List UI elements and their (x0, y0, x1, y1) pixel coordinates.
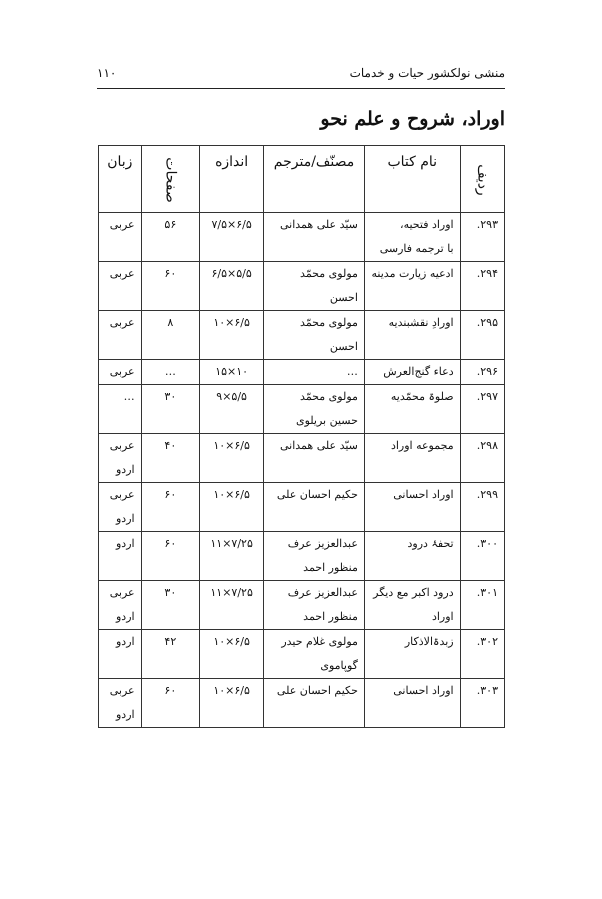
cell-title: مجموعه اوراد (364, 434, 460, 483)
cell-language: اردو (99, 630, 142, 679)
table-row (99, 483, 505, 532)
cell-language: عربی اردو (99, 434, 142, 483)
cell-serial: ۳۰۰. (460, 532, 504, 581)
cell-author: سیّد علی همدانی (264, 213, 365, 262)
page-number: ۱۱۰ (97, 66, 117, 80)
header-size: اندازه (200, 146, 264, 213)
cell-language: عربی اردو (99, 483, 142, 532)
cell-size: ۶/۵×۱۰ (200, 483, 264, 532)
cell-size: ۶/۵×۱۰ (200, 434, 264, 483)
cell-serial: ۲۹۳. (460, 213, 504, 262)
cell-size: ۶/۵×۱۰ (200, 679, 264, 728)
cell-pages: ۶۰ (141, 679, 199, 728)
cell-serial: ۳۰۳. (460, 679, 504, 728)
cell-title: ادعیه زیارت مدینه (364, 262, 460, 311)
cell-pages: ۳۰ (141, 581, 199, 630)
cell-serial: ۲۹۸. (460, 434, 504, 483)
cell-pages: ۳۰ (141, 385, 199, 434)
cell-size: ۷/۲۵×۱۱ (200, 532, 264, 581)
table-row (99, 385, 505, 434)
cell-pages: ۶۰ (141, 483, 199, 532)
cell-size: ۶/۵×۱۰ (200, 311, 264, 360)
cell-pages: ۴۲ (141, 630, 199, 679)
cell-title: اوراد فتحیه، با ترجمه فارسی (364, 213, 460, 262)
cell-title: اوراد احسانی (364, 679, 460, 728)
cell-author: … (264, 360, 365, 385)
cell-language: … (99, 385, 142, 434)
cell-language: عربی اردو (99, 679, 142, 728)
cell-author: عبدالعزیز عرف منظور احمد (264, 581, 365, 630)
header-serial: ردیف (460, 146, 504, 213)
cell-language: عربی (99, 213, 142, 262)
cell-size: ۷/۲۵×۱۱ (200, 581, 264, 630)
cell-author: مولوی محمّد احسن (264, 311, 365, 360)
cell-title: اوراد احسانی (364, 483, 460, 532)
cell-size: ۵/۵×۶/۵ (200, 262, 264, 311)
table-header (99, 146, 505, 213)
cell-serial: ۳۰۱. (460, 581, 504, 630)
cell-pages: ۸ (141, 311, 199, 360)
cell-serial: ۳۰۲. (460, 630, 504, 679)
cell-serial: ۲۹۹. (460, 483, 504, 532)
cell-language: اردو (99, 532, 142, 581)
cell-size: ۶/۵×۷/۵ (200, 213, 264, 262)
cell-author: حکیم احسان علی (264, 679, 365, 728)
table-row (99, 434, 505, 483)
table-row (99, 532, 505, 581)
cell-pages: ۵۶ (141, 213, 199, 262)
cell-title: دعاء گنج‌العرش (364, 360, 460, 385)
cell-pages: ۶۰ (141, 532, 199, 581)
cell-serial: ۲۹۶. (460, 360, 504, 385)
table-row (99, 360, 505, 385)
table-row (99, 581, 505, 630)
page-header (97, 62, 505, 89)
section-title: اوراد، شروح و علم نحو (320, 108, 505, 130)
cell-title: صلوۃ محمّدیه (364, 385, 460, 434)
table-row (99, 213, 505, 262)
cell-language: عربی (99, 360, 142, 385)
cell-serial: ۲۹۵. (460, 311, 504, 360)
header-language: زبان (99, 146, 142, 213)
cell-title: درود اکبر مع دیگر اوراد (364, 581, 460, 630)
table-body (99, 213, 505, 728)
header-title: نام کتاب (364, 146, 460, 213)
cell-title: تحفۂ درود (364, 532, 460, 581)
cell-size: ۵/۵×۹ (200, 385, 264, 434)
cell-language: عربی اردو (99, 581, 142, 630)
cell-serial: ۲۹۷. (460, 385, 504, 434)
cell-language: عربی (99, 262, 142, 311)
table-row (99, 679, 505, 728)
cell-language: عربی (99, 311, 142, 360)
cell-size: ۶/۵×۱۰ (200, 630, 264, 679)
cell-pages: ۴۰ (141, 434, 199, 483)
cell-author: مولوی محمّد احسن (264, 262, 365, 311)
table-row (99, 262, 505, 311)
catalog-table (98, 145, 505, 728)
header-author: مصنّف/مترجم (264, 146, 365, 213)
running-title: منشی نولکشور حیات و خدمات (349, 66, 505, 80)
cell-author: مولوی محمّد حسین بریلوی (264, 385, 365, 434)
table-row (99, 630, 505, 679)
cell-serial: ۲۹۴. (460, 262, 504, 311)
cell-author: سیّد علی همدانی (264, 434, 365, 483)
header-pages: صفحات (141, 146, 199, 213)
cell-title: اورادِ نقشبندیه (364, 311, 460, 360)
cell-size: ۱۰×۱۵ (200, 360, 264, 385)
cell-pages: ۶۰ (141, 262, 199, 311)
cell-author: مولوی غلام حیدر گوپاموی (264, 630, 365, 679)
cell-title: زبدۃالاذکار (364, 630, 460, 679)
cell-pages: … (141, 360, 199, 385)
cell-author: عبدالعزیز عرف منظور احمد (264, 532, 365, 581)
header-row (99, 146, 505, 213)
table-row (99, 311, 505, 360)
cell-author: حکیم احسان علی (264, 483, 365, 532)
